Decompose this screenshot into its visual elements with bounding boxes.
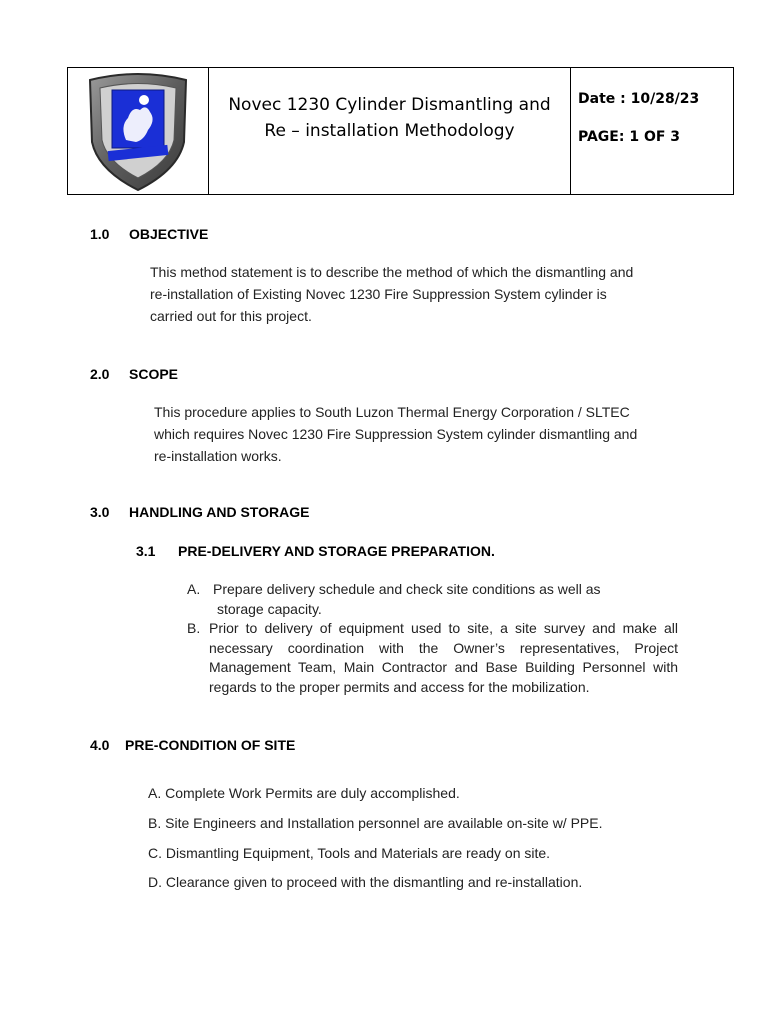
section-4-number: 4.0 (90, 737, 110, 753)
section-1-line: re-installation of Existing Novec 1230 Fire Suppression System cylinder is (150, 286, 607, 302)
section-2-line: This procedure applies to South Luzon Thermal Energy Corporation / SLTEC (154, 404, 630, 420)
title-line-2: Re – installation Methodology (264, 121, 515, 141)
section-3-heading (90, 504, 309, 520)
section-1-line: carried out for this project. (150, 308, 312, 324)
list-item-b (187, 619, 678, 697)
document-date: Date : 10/28/23 (578, 91, 700, 107)
list-item-a (187, 580, 687, 619)
section-3-number: 3.0 (90, 504, 110, 520)
list-item-text: regards to the proper permits and access for the mobilization. (209, 678, 590, 695)
section-1-title: OBJECTIVE (129, 226, 209, 242)
title-line-1: Novec 1230 Cylinder Dismantling and (228, 95, 551, 115)
section-1-line: This method statement is to describe the method of which the dismantling and (150, 264, 634, 280)
document-title (225, 92, 555, 144)
section-2-title: SCOPE (129, 366, 179, 382)
section-2-heading (90, 366, 178, 382)
section-2-line: which requires Novec 1230 Fire Suppression System cylinder dismantling and (154, 426, 638, 442)
section-2-line: re-installation works. (154, 448, 282, 464)
shield-logo-icon (86, 70, 190, 192)
section-3-1-title: PRE-DELIVERY AND STORAGE PREPARATION. (178, 543, 495, 559)
section-4-heading (90, 737, 295, 753)
section-1-heading (90, 226, 208, 242)
section-2-number: 2.0 (90, 366, 110, 382)
precondition-item: D. Clearance given to proceed with the dismantling and re-installation. (148, 874, 583, 890)
section-2-body (154, 401, 684, 467)
page-number: PAGE: 1 OF 3 (578, 129, 681, 145)
document-header-table (67, 67, 734, 195)
list-item-text: Management Team, Main Contractor and Base Building Personnel with (209, 659, 678, 675)
precondition-item: A. Complete Work Permits are duly accomplished. (148, 785, 460, 801)
logo-cell (68, 68, 209, 194)
title-cell (209, 68, 571, 194)
section-4-title: PRE-CONDITION OF SITE (125, 737, 296, 753)
precondition-item: B. Site Engineers and Installation personnel are available on-site w/ PPE. (148, 815, 603, 831)
section-4-body (148, 783, 708, 892)
list-marker: B. (187, 620, 201, 636)
section-3-1-heading (136, 543, 495, 559)
meta-cell (571, 68, 733, 194)
section-3-title: HANDLING AND STORAGE (129, 504, 310, 520)
list-item-text: storage capacity. (217, 600, 322, 617)
section-3-1-number: 3.1 (136, 543, 156, 559)
section-1-body (150, 261, 680, 327)
list-item-text: necessary coordination with the Owner’s representatives, Project (209, 639, 678, 656)
list-item-text: Prior to delivery of equipment used to site, a site survey and make all (209, 620, 678, 636)
list-item-text: Prepare delivery schedule and check site conditions as well as (213, 581, 601, 597)
list-marker: A. (187, 581, 201, 597)
precondition-item: C. Dismantling Equipment, Tools and Materials are ready on site. (148, 845, 551, 861)
section-1-number: 1.0 (90, 226, 110, 242)
